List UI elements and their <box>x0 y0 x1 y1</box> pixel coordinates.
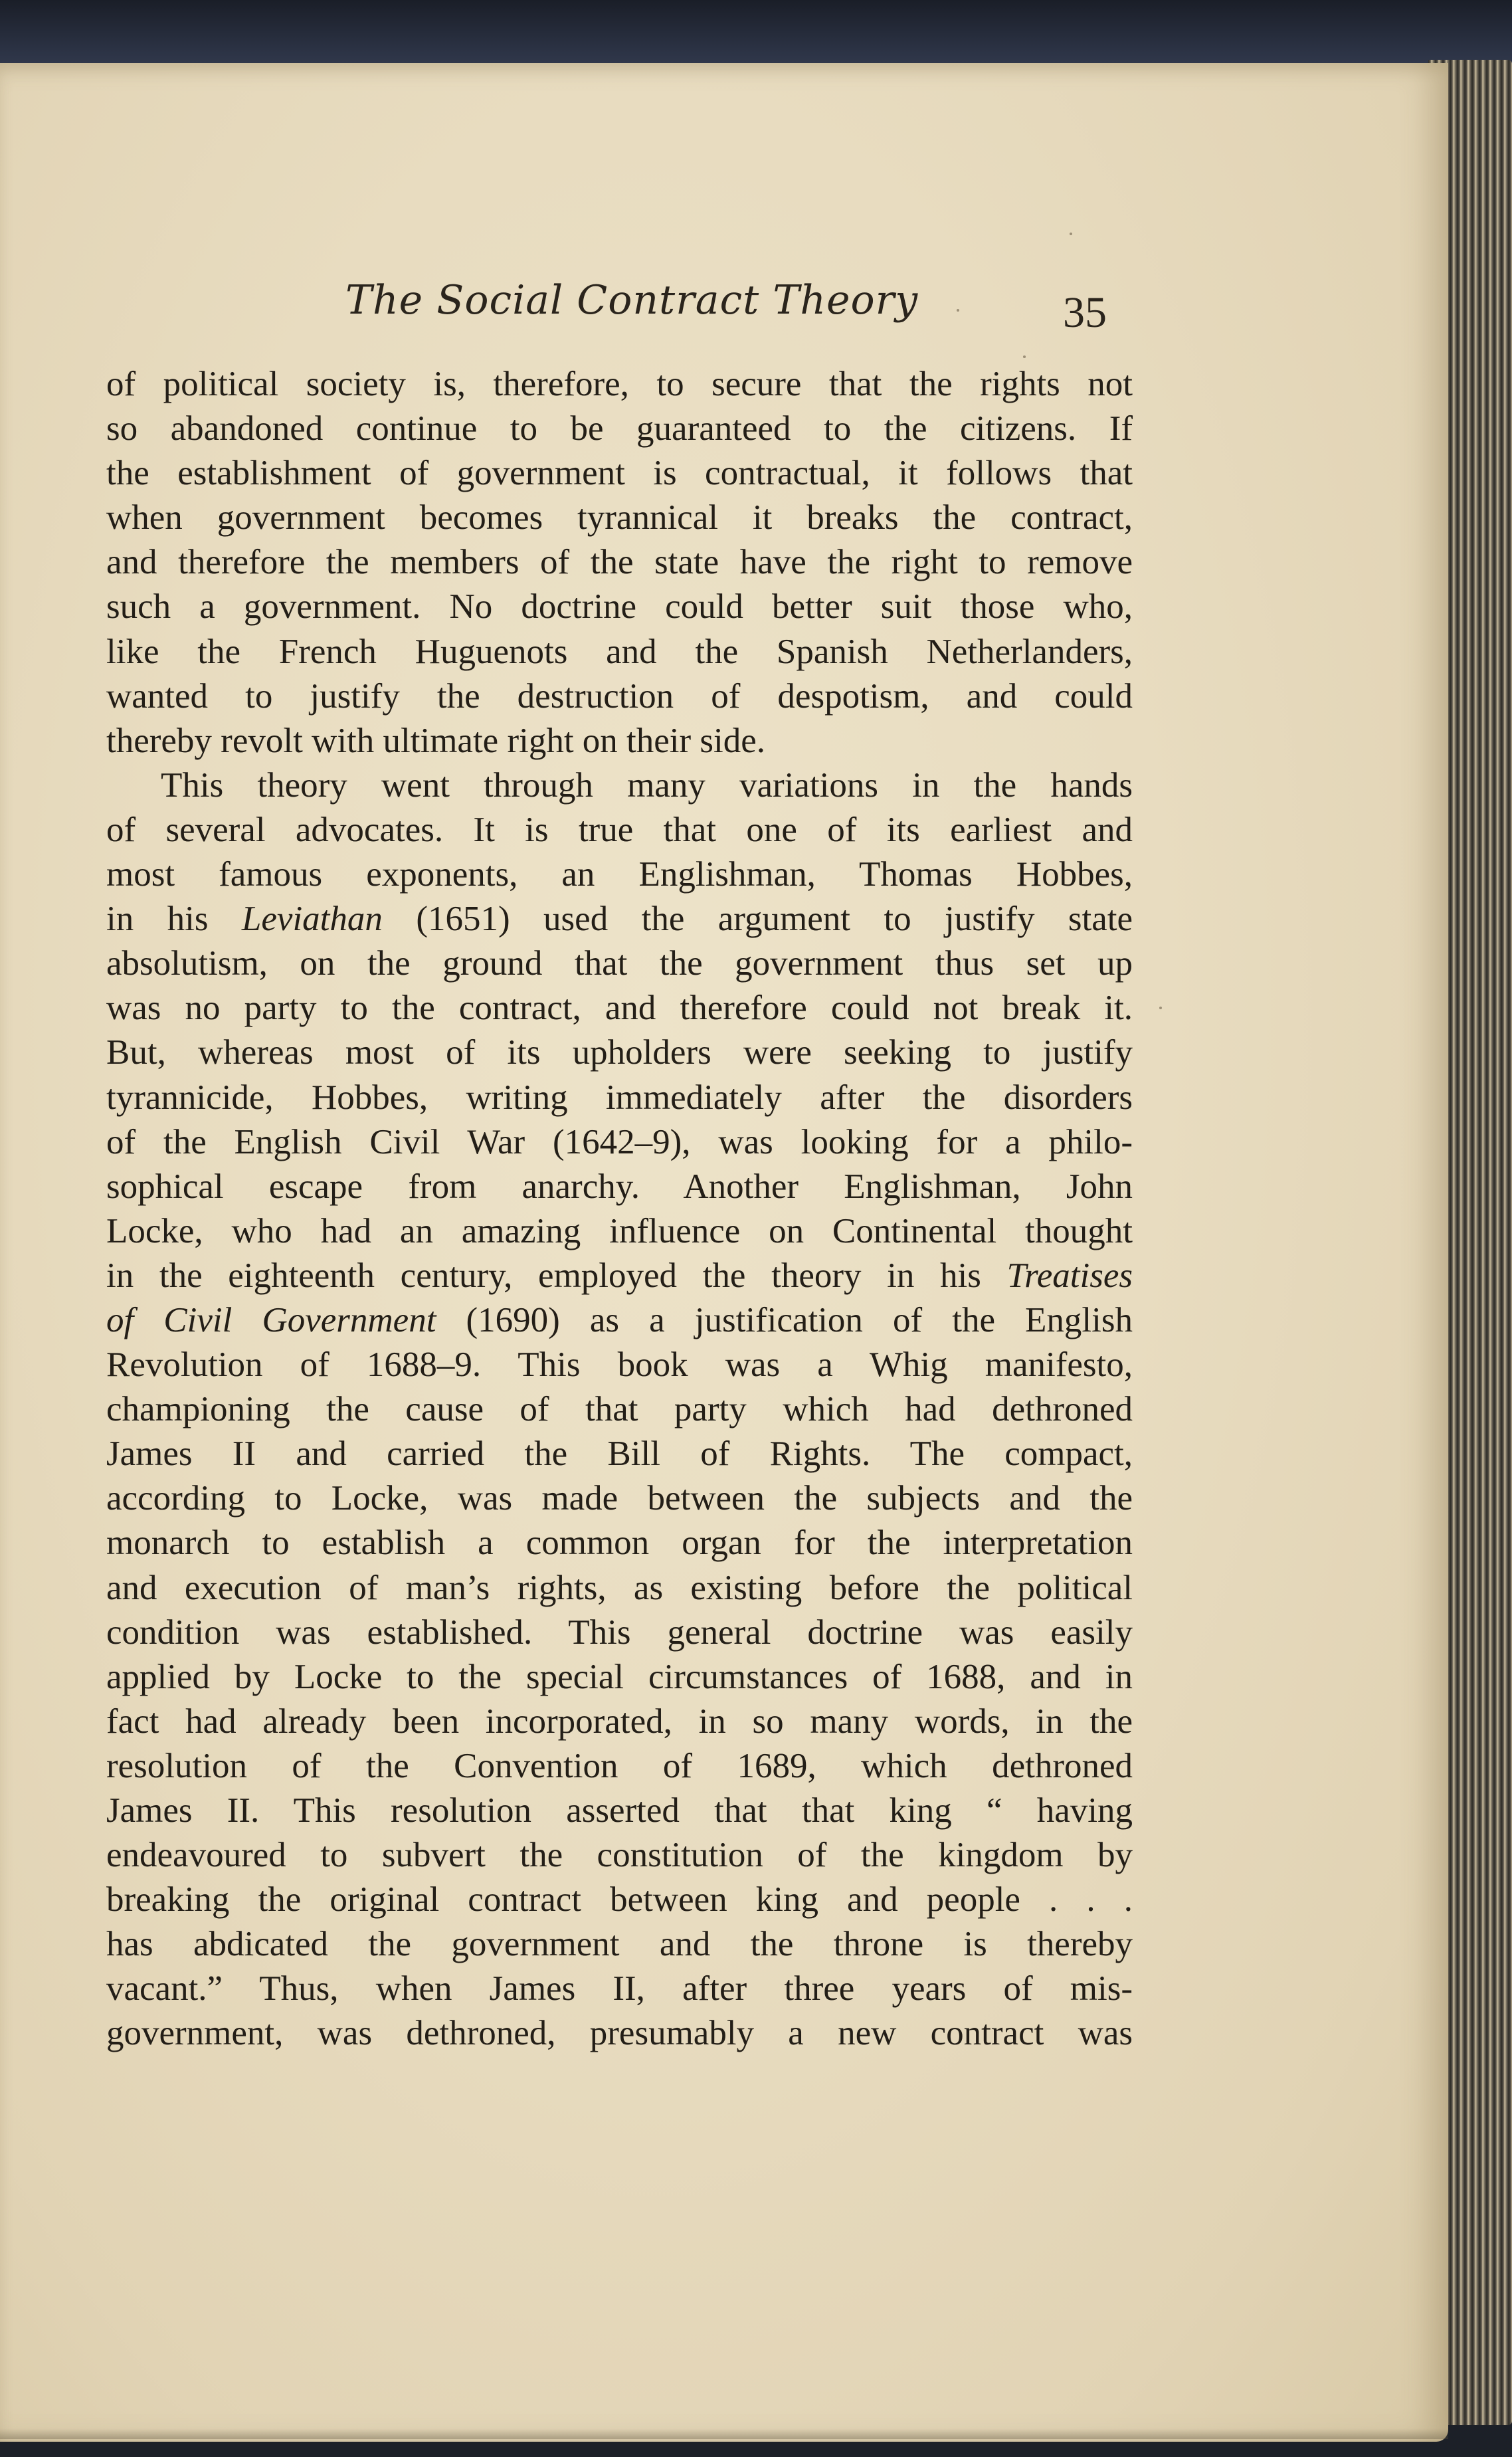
text-line: so abandoned continue to be guaranteed to the citizens. If <box>106 409 1133 448</box>
text-line: fact had already been incorporated, in so many words, in the <box>106 1702 1133 1741</box>
text-line: monarch to establish a common organ for the interpretation <box>106 1523 1133 1563</box>
text-line: and therefore the members of the state have the right to remove <box>106 543 1133 582</box>
running-head: The Social Contract Theory <box>345 277 919 324</box>
text-line: applied by Locke to the special circumstances of 1688, and in <box>106 1657 1133 1696</box>
text-line: sophical escape from anarchy. Another Englishman, John <box>106 1167 1133 1206</box>
text-line: has abdicated the government and the throne is thereby <box>106 1925 1133 1964</box>
paper-speck <box>1070 233 1072 235</box>
text-line: government, was dethroned, presumably a new contract was <box>106 2014 1133 2053</box>
text-line: tyrannicide, Hobbes, writing immediately after the disorders <box>106 1078 1133 1117</box>
text-line: absolutism, on the ground that the government thus set up <box>106 944 1133 983</box>
text-line: Revolution of 1688–9. This book was a Whig manifesto, <box>106 1345 1133 1385</box>
paper-speck <box>1023 355 1026 358</box>
text-line: of several advocates. It is true that one of its earliest and <box>106 810 1133 849</box>
text-line: thereby revolt with ultimate right on their side. <box>106 721 766 760</box>
text-line: most famous exponents, an Englishman, Thomas Hobbes, <box>106 855 1133 894</box>
book-title: Leviathan <box>241 900 383 939</box>
page-bottom-edge <box>0 2428 1448 2439</box>
text-line: according to Locke, was made between the subjects and the <box>106 1479 1133 1518</box>
text-line: was no party to the contract, and therefore could not break it. <box>106 989 1133 1028</box>
text-line: Locke, who had an amazing influence on Continental thought <box>106 1211 1133 1250</box>
body-text <box>106 362 1133 2056</box>
paper-speck <box>1159 1007 1162 1009</box>
text-line: the establishment of government is contractual, it follows that <box>106 454 1133 493</box>
text-line: James II. This resolution asserted that that king “ having <box>106 1791 1133 1830</box>
text-line: and execution of man’s rights, as existing before the political <box>106 1568 1133 1607</box>
text-line: But, whereas most of its upholders were seeking to justify <box>106 1033 1133 1072</box>
text-line: in the eighteenth century, employed the theory in his Treatises <box>106 1256 1133 1295</box>
text-line: This theory went through many variations in the hands <box>161 765 1133 805</box>
text-line: condition was established. This general doctrine was easily <box>106 1613 1133 1652</box>
text-line: championing the cause of that party which had dethroned <box>106 1390 1133 1429</box>
text-line: of the English Civil War (1642–9), was looking for a philo- <box>106 1122 1133 1161</box>
text-line: such a government. No doctrine could better suit those who, <box>106 587 1133 627</box>
text-line: like the French Huguenots and the Spanish Netherlanders, <box>106 632 1133 671</box>
text-line: breaking the original contract between king and people . . . <box>106 1880 1133 1919</box>
text-line: vacant.” Thus, when James II, after three years of mis- <box>106 1969 1133 2009</box>
text-line: when government becomes tyrannical it breaks the contract, <box>106 498 1133 538</box>
paper-speck <box>957 309 959 312</box>
text-line: of Civil Government (1690) as a justification of the English <box>106 1300 1133 1339</box>
text-line: in his Leviathan (1651) used the argument to justify state <box>106 900 1133 939</box>
book-title: Treatises <box>1006 1256 1133 1295</box>
book-title: of Civil Government <box>106 1300 436 1339</box>
text-line: of political society is, therefore, to secure that the rights not <box>106 365 1133 403</box>
text-line: wanted to justify the destruction of despotism, and could <box>106 676 1133 716</box>
text-line: James II and carried the Bill of Rights. The compact, <box>106 1434 1133 1474</box>
page-number: 35 <box>1063 288 1107 337</box>
book-page <box>0 63 1448 2442</box>
text-line: resolution of the Convention of 1689, which dethroned <box>106 1746 1133 1785</box>
text-line: endeavoured to subvert the constitution of the kingdom by <box>106 1836 1133 1875</box>
